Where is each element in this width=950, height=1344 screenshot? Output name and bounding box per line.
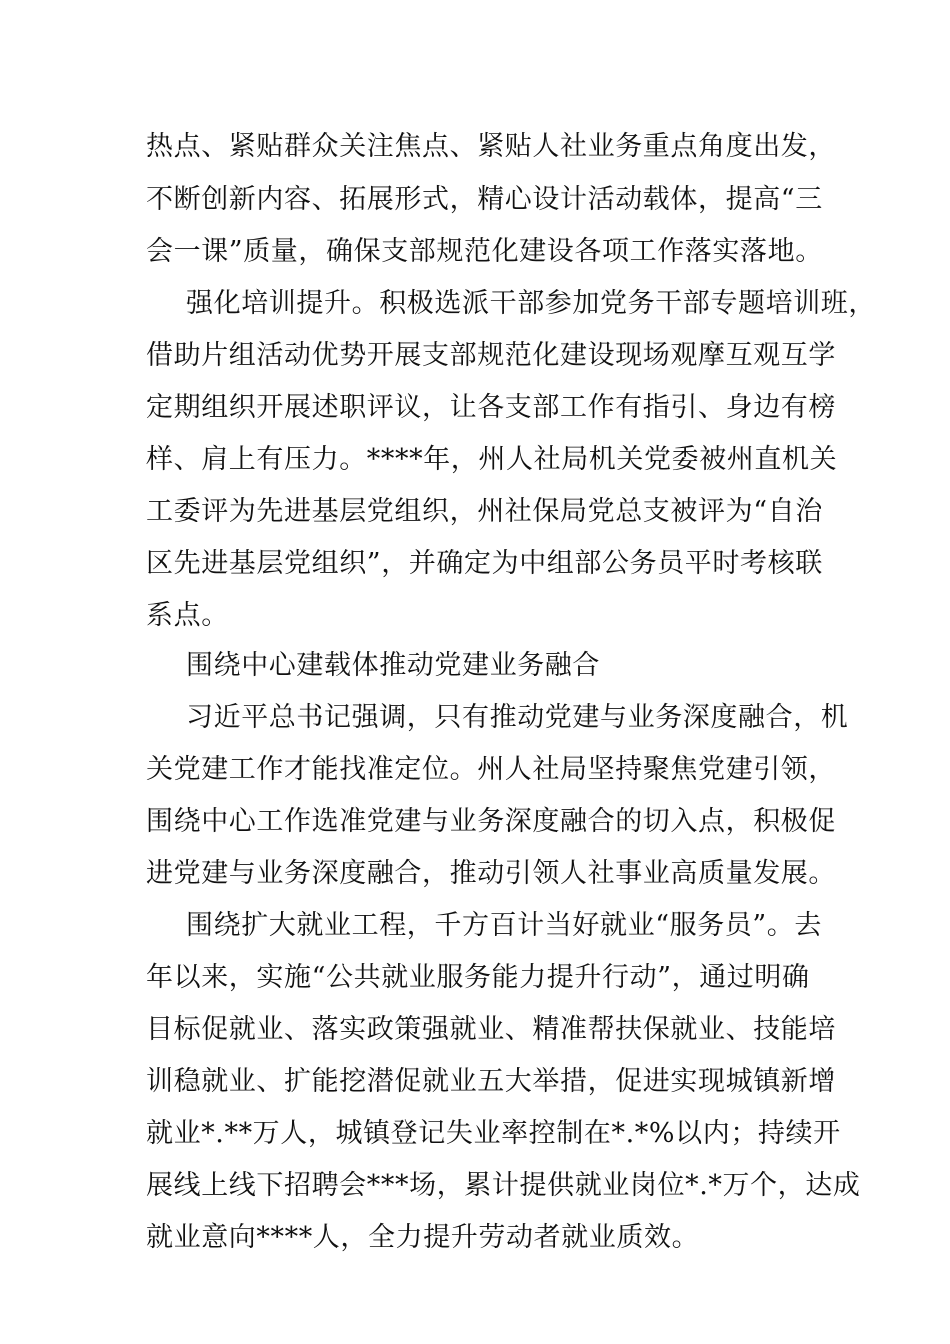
paragraph-first-line: 强化培训提升。积极选派干部参加党务干部专题培训班， [186, 288, 876, 319]
text-line: 进党建与业务深度融合，推动引领人社事业高质量发展。 [146, 858, 836, 889]
text-line: 展线上线下招聘会***场，累计提供就业岗位*.*万个，达成 [146, 1170, 861, 1201]
text-line: 会一课”质量，确保支部规范化建设各项工作落实落地。 [146, 236, 823, 267]
text-line: 区先进基层党组织”，并确定为中组部公务员平时考核联 [146, 548, 823, 579]
text-line: 借助片组活动优势开展支部规范化建设现场观摩互观互学 [146, 340, 836, 371]
text-line: 定期组织开展述职评议，让各支部工作有指引、身边有榜 [146, 392, 836, 423]
text-line: 热点、紧贴群众关注焦点、紧贴人社业务重点角度出发， [146, 131, 836, 162]
text-line: 训稳就业、扩能挖潜促就业五大举措，促进实现城镇新增 [146, 1066, 836, 1097]
paragraph-first-line: 习近平总书记强调，只有推动党建与业务深度融合，机 [186, 702, 849, 733]
text-line: 样、肩上有压力。****年，州人社局机关党委被州直机关 [146, 444, 838, 475]
text-line: 围绕中心工作选准党建与业务深度融合的切入点，积极促 [146, 806, 836, 837]
text-line: 工委评为先进基层党组织，州社保局党总支被评为“自治 [146, 496, 823, 527]
text-line: 就业意向****人，全力提升劳动者就业质效。 [146, 1222, 700, 1253]
section-heading: 围绕中心建载体推动党建业务融合 [186, 650, 600, 681]
text-line: 就业*.**万人，城镇登记失业率控制在*.*%以内；持续开 [146, 1118, 841, 1149]
text-line: 关党建工作才能找准定位。州人社局坚持聚焦党建引领， [146, 754, 836, 785]
text-line: 目标促就业、落实政策强就业、精准帮扶保就业、技能培 [146, 1014, 836, 1045]
text-line: 系点。 [146, 600, 229, 631]
paragraph-first-line: 围绕扩大就业工程，千方百计当好就业“服务员”。去 [186, 910, 823, 941]
text-line: 不断创新内容、拓展形式，精心设计活动载体，提高“三 [146, 184, 823, 215]
text-line: 年以来，实施“公共就业服务能力提升行动”，通过明确 [146, 962, 810, 993]
